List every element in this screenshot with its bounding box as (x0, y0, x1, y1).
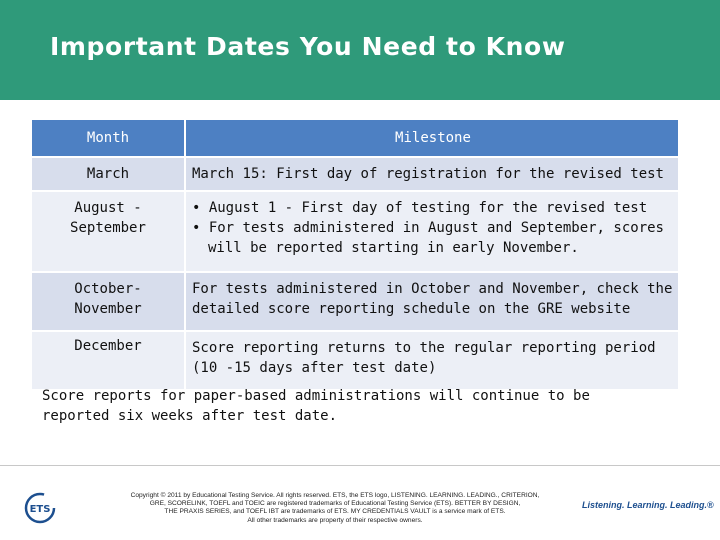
month-cell: December (32, 330, 186, 389)
copyright-line: GRE, SCORELINK, TOEFL and TOEIC are registered trademarks of Educational Testing Service (ETS). BETTER BY DESIGN, (149, 500, 521, 508)
column-header-month: Month (32, 120, 186, 156)
copyright-line: THE PRAXIS SERIES, and TOEFL IBT are trademarks of ETS. MY CREDENTIALS VAULT is a service mark of ETS. (164, 508, 506, 516)
column-header-milestone: Milestone (186, 120, 678, 156)
copyright-line: Copyright © 2011 by Educational Testing Service. All rights reserved. ETS, the ETS logo, LISTENING. LEARNING. LEADING., CRITERION, (130, 492, 540, 499)
month-line: August - (74, 200, 142, 216)
milestone-text: For tests administered in October and November, check the detailed score reporting schedule on the GRE website (191, 281, 673, 317)
ets-logo-icon (22, 492, 62, 524)
copyright-notice (100, 492, 570, 525)
month-cell (32, 190, 186, 271)
page-title: Important Dates You Need to Know (50, 32, 566, 61)
milestone-cell (186, 190, 678, 271)
milestone-text: Score reporting returns to the regular reporting period (10 -15 days after test date) (191, 340, 656, 376)
table-row (32, 156, 678, 190)
milestone-bullet: • For tests administered in August and September, scores will be reported starting in early November. (191, 220, 664, 256)
month-line: November (74, 301, 142, 317)
logo-text: ETS (29, 504, 51, 515)
footer-divider (0, 465, 720, 466)
title-banner (0, 0, 720, 100)
month-line: October- (74, 281, 142, 297)
table-header-row (32, 120, 678, 156)
month-cell (32, 271, 186, 330)
month-cell: March (32, 156, 186, 190)
milestone-cell (186, 330, 678, 389)
milestone-cell (186, 271, 678, 330)
copyright-line: All other trademarks are property of their respective owners. (247, 516, 423, 524)
table-row (32, 330, 678, 389)
milestone-cell: March 15: First day of registration for the revised test (186, 156, 678, 190)
brand-tagline: Listening. Learning. Leading.® (582, 500, 714, 510)
table-row (32, 271, 678, 330)
dates-table (32, 120, 678, 389)
month-line: September (70, 220, 146, 236)
paper-based-note: Score reports for paper-based administrations will continue to be reported six weeks after test date. (42, 388, 590, 424)
table-row (32, 190, 678, 271)
milestone-bullet: • August 1 - First day of testing for the revised test (191, 200, 648, 216)
